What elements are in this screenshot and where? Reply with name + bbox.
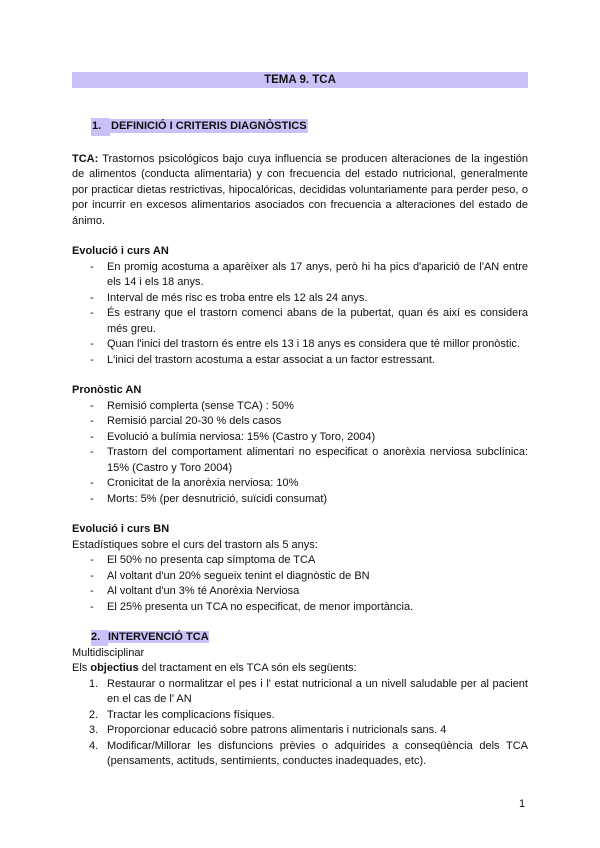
- evolucio-an-list: [72, 260, 528, 369]
- list-item: - El 25% presenta un TCA no especificat, de menor importància.: [90, 600, 414, 613]
- list-item: - Cronicitat de la anorèxia nerviosa: 10%: [90, 477, 299, 489]
- page-number: 1: [519, 798, 526, 810]
- list-item: 3. Proporcionar educació sobre patrons alimentaris i nutricionals sans. 4: [89, 724, 447, 736]
- evolucio-bn-intro: Estadístiques sobre el curs del trastorn als 5 anys:: [72, 538, 318, 551]
- list-item: - Trastorn del comportament alimentari no especificat o anorèxia nerviosa subclínica: 15% (Castro y Toro 2004): [90, 446, 528, 474]
- list-item: - Evolució a bulímia nerviosa: 15% (Castro y Toro, 2004): [90, 430, 376, 443]
- list-item: - En promig acostuma a aparèixer als 17 anys, però hi ha pics d'aparició de l'AN entre els 14 i els 18 anys.: [90, 260, 528, 288]
- document-page: [72, 72, 528, 770]
- list-item: 1. Restaurar o normalitzar el pes i l' estat nutricional a un nivell saludable per al pacient en el cas de l' AN: [89, 677, 528, 705]
- objectius-list: [72, 677, 528, 770]
- list-item: - Morts: 5% (per desnutrició, suïcidi consumat): [90, 492, 328, 505]
- section-1-heading: 1. DEFINICIÓ I CRITERIS DIAGNÒSTICS: [72, 118, 528, 136]
- section-2-heading: 2. INTERVENCIÓ TCA: [72, 630, 528, 646]
- list-item: - L'inici del trastorn acostuma a estar associat a un factor estressant.: [90, 353, 435, 366]
- objectius-intro: Els objectius del tractament en els TCA són els següents:: [72, 662, 357, 674]
- list-item: - Al voltant d'un 20% segueix tenint el diagnòstic de BN: [90, 569, 370, 582]
- list-item: - Quan l'inici del trastorn és entre els 13 i 18 anys es considera que té millor pronòstic.: [90, 338, 520, 350]
- evolucio-bn-list: [72, 553, 528, 615]
- list-item: - Interval de més risc es troba entre els 12 als 24 anys.: [90, 291, 368, 304]
- tca-definition: TCA: Trastornos psicológicos bajo cuya influencia se producen alteraciones de la ingestión de alimentos (conducta alimentaria) y con frecuencia del estado nutricional, generalmente por practicar dietas restrictivas, hipocalóricas, decididas voluntariamente para perder peso, o por incurrir en excesos alimentarios asociados con frecuencia a alteraciones del estado de ánimo.: [72, 152, 528, 227]
- list-item: - Remisió complerta (sense TCA) : 50%: [90, 399, 294, 412]
- list-item: - És estrany que el trastorn comenci abans de la pubertat, quan és així es considera més greu.: [90, 307, 528, 335]
- pronostic-an-list: [72, 399, 528, 508]
- list-item: - Remisió parcial 20-30 % dels casos: [90, 415, 282, 427]
- pronostic-an-heading: Pronòstic AN: [72, 384, 142, 396]
- evolucio-bn-heading: Evolució i curs BN: [72, 523, 170, 535]
- evolucio-an-heading: Evolució i curs AN: [72, 245, 169, 257]
- document-title: TEMA 9. TCA: [72, 72, 528, 88]
- list-item: 2. Tractar les complicacions físiques.: [89, 708, 275, 721]
- list-item: 4. Modificar/Millorar les disfuncions prèvies o adquirides a conseqüència dels TCA (pensaments, actituds, sentimients, conductes inadequades, etc).: [89, 739, 528, 767]
- list-item: - El 50% no presenta cap símptoma de TCA: [90, 554, 316, 566]
- list-item: - Al voltant d'un 3% té Anorèxia Nerviosa: [90, 585, 300, 597]
- multidisciplinar-text: Multidisciplinar: [72, 646, 145, 659]
